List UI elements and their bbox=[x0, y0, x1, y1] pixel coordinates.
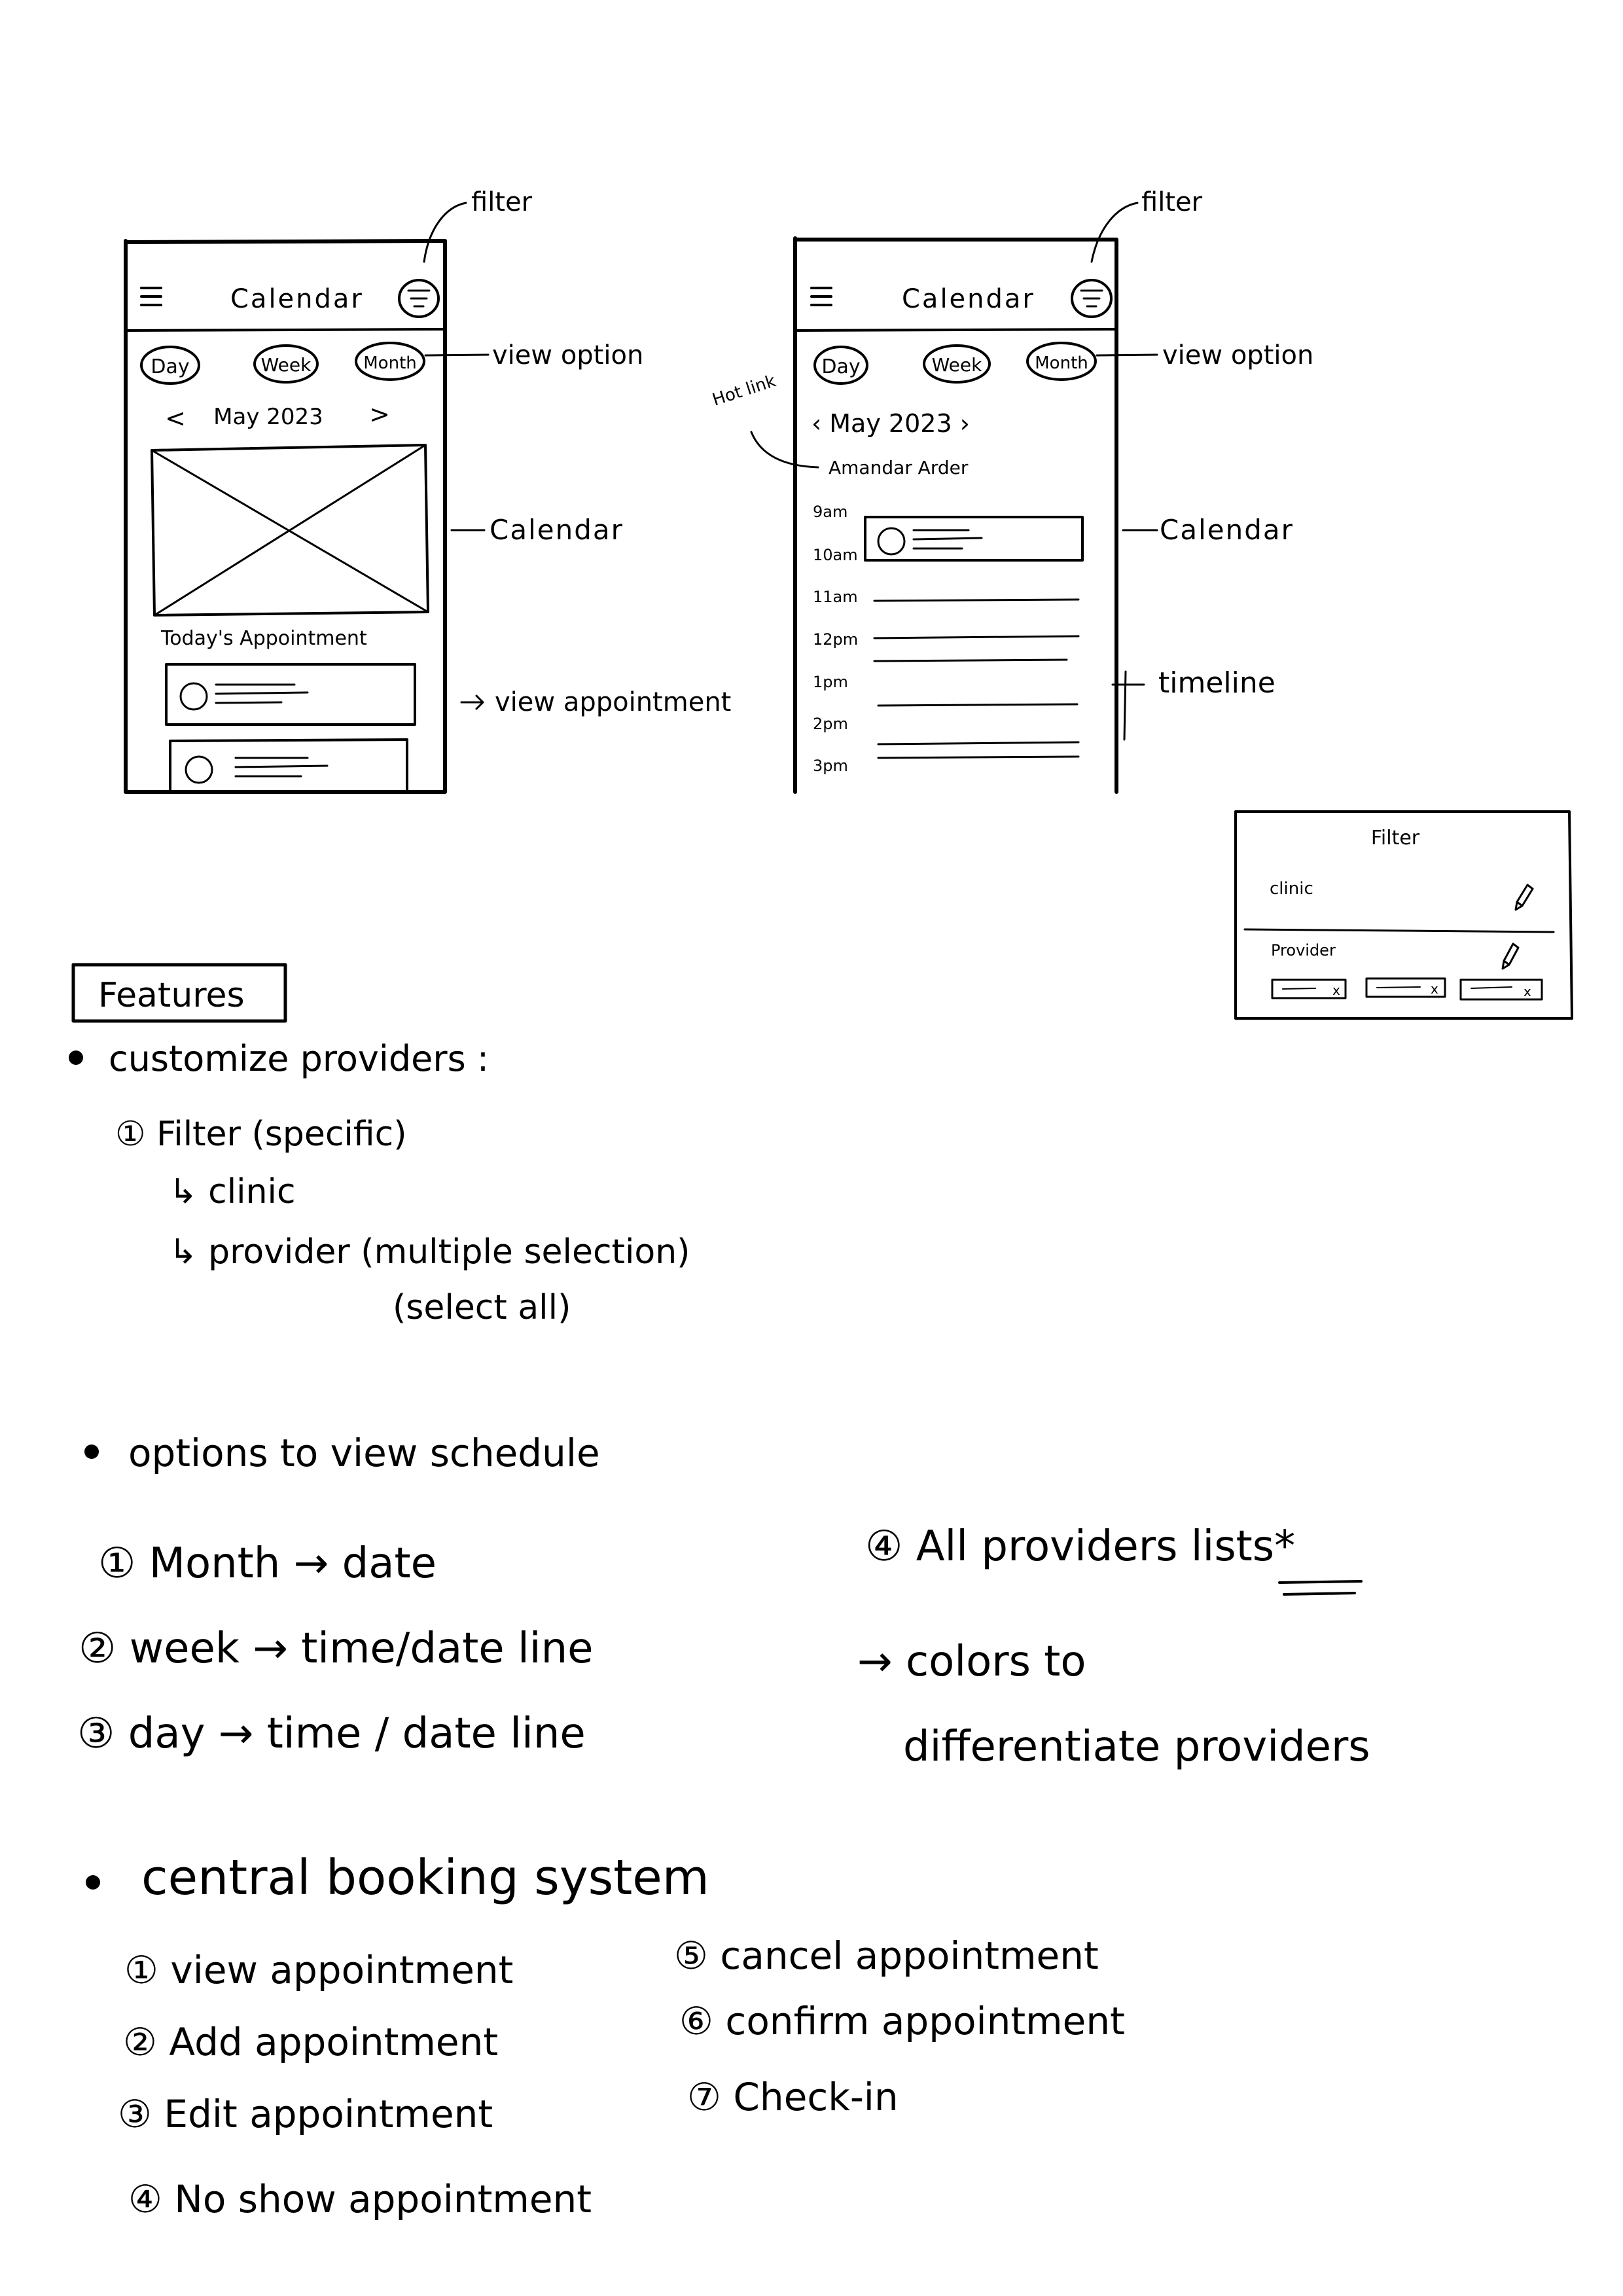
tab-week-label: Week bbox=[260, 354, 312, 376]
provider-hot-link[interactable]: Amandar Arder bbox=[829, 457, 969, 478]
note-line: differentiate providers bbox=[903, 1723, 1370, 1771]
note-line: ④ All providers lists* bbox=[865, 1522, 1296, 1571]
timeline-appointment-block[interactable] bbox=[865, 517, 1082, 560]
note-line: ↳ clinic bbox=[169, 1172, 296, 1211]
hot-link-note: Hot link bbox=[709, 371, 779, 410]
annotation-timeline: timeline bbox=[1158, 666, 1275, 700]
time-axis bbox=[813, 503, 858, 775]
filter-icon[interactable] bbox=[399, 280, 438, 317]
provider-chip[interactable] bbox=[1366, 978, 1445, 997]
time-label: 12pm bbox=[813, 630, 859, 649]
tab-month-label: Month bbox=[363, 353, 417, 373]
bullet bbox=[69, 1050, 83, 1065]
filter-icon[interactable] bbox=[1072, 280, 1111, 317]
time-label: 2pm bbox=[813, 715, 848, 733]
note-line: ③ day → time / date line bbox=[77, 1710, 586, 1758]
tab-month-label: Month bbox=[1035, 353, 1088, 373]
note-line: ↳ provider (multiple selection) bbox=[169, 1232, 690, 1272]
note-line: ① view appointment bbox=[124, 1948, 514, 1992]
provider-chip[interactable] bbox=[1461, 980, 1542, 999]
annotation-view-appointment: view appointment bbox=[495, 687, 732, 717]
hamburger-menu-icon[interactable] bbox=[812, 288, 831, 305]
phone-frame bbox=[126, 241, 445, 792]
annotation-view-option: view option bbox=[1162, 340, 1314, 370]
appointment-card[interactable] bbox=[166, 664, 415, 725]
tab-day-label: Day bbox=[821, 355, 861, 378]
month-label: ‹ May 2023 › bbox=[812, 409, 970, 438]
calendar-placeholder bbox=[152, 445, 428, 615]
note-line: ② Add appointment bbox=[123, 2020, 499, 2064]
note-line: (select all) bbox=[393, 1288, 571, 1327]
page-title: Calendar bbox=[230, 284, 364, 314]
annotation-filter: filter bbox=[1141, 187, 1203, 217]
note-line: ⑤ cancel appointment bbox=[674, 1933, 1099, 1978]
timeline-slots bbox=[874, 600, 1079, 758]
annotation-filter: filter bbox=[471, 187, 533, 217]
prev-month-arrow[interactable]: < bbox=[165, 404, 186, 433]
annotation-view-option: view option bbox=[492, 340, 644, 370]
page-title: Calendar bbox=[902, 284, 1035, 314]
wireframe-day-view bbox=[710, 187, 1313, 792]
chip-remove-icon[interactable]: x bbox=[1332, 982, 1340, 998]
note-line: → colors to bbox=[857, 1638, 1086, 1686]
wireframe-month-view bbox=[126, 187, 731, 792]
chip-remove-icon[interactable]: x bbox=[1431, 981, 1438, 997]
time-label: 10am bbox=[813, 546, 858, 564]
pencil-icon[interactable] bbox=[1503, 944, 1518, 969]
annotation-calendar: Calendar bbox=[1160, 514, 1294, 546]
time-label: 9am bbox=[813, 503, 848, 521]
note-line: ④ No show appointment bbox=[128, 2177, 592, 2221]
pencil-icon[interactable] bbox=[1516, 885, 1533, 910]
note-line: ② week → time/date line bbox=[79, 1624, 594, 1673]
next-month-arrow[interactable]: > bbox=[369, 400, 390, 429]
section-heading: options to view schedule bbox=[128, 1431, 600, 1475]
filter-panel-title: Filter bbox=[1370, 827, 1420, 850]
features-heading: Features bbox=[98, 976, 245, 1015]
features-notes bbox=[69, 965, 1370, 2221]
provider-chip[interactable] bbox=[1272, 980, 1346, 998]
tab-day-label: Day bbox=[151, 355, 190, 378]
hamburger-menu-icon[interactable] bbox=[141, 288, 161, 305]
note-line: ① Month → date bbox=[98, 1539, 437, 1588]
annotation-calendar: Calendar bbox=[490, 514, 624, 546]
chip-remove-icon[interactable]: x bbox=[1524, 984, 1531, 999]
time-label: 3pm bbox=[813, 757, 848, 775]
note-line: ① Filter (specific) bbox=[115, 1115, 407, 1154]
tab-week-label: Week bbox=[931, 354, 982, 376]
section-heading: central booking system bbox=[141, 1850, 709, 1906]
note-line: ⑦ Check-in bbox=[687, 2075, 899, 2119]
section-heading: customize providers : bbox=[109, 1038, 490, 1079]
appointment-card[interactable] bbox=[170, 740, 407, 792]
todays-appointment-heading: Today's Appointment bbox=[161, 627, 367, 650]
time-label: 11am bbox=[813, 588, 858, 606]
bullet bbox=[86, 1875, 100, 1890]
bullet bbox=[84, 1444, 99, 1459]
note-line: ⑥ confirm appointment bbox=[679, 1999, 1125, 2043]
provider-label: Provider bbox=[1271, 941, 1336, 960]
filter-panel bbox=[1236, 812, 1572, 1018]
note-line: ③ Edit appointment bbox=[118, 2092, 493, 2136]
time-label: 1pm bbox=[813, 673, 848, 691]
clinic-label: clinic bbox=[1270, 879, 1313, 899]
month-label: May 2023 bbox=[213, 404, 323, 430]
